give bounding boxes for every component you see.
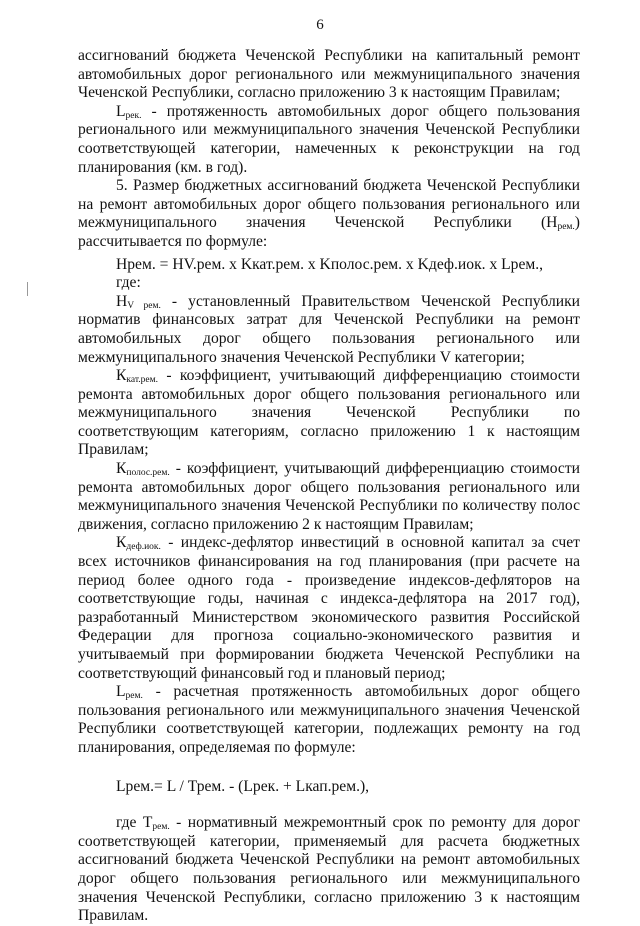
paragraph-text: 5. Размер бюджетных ассигнований бюджета Чеченской Республики на ремонт автомобильных дорог общего пользования регионального или межмуниципального значения Чеченской Республики (Н [78, 177, 580, 232]
symbol: Н [116, 292, 128, 310]
margin-mark [27, 282, 28, 296]
where-label: где Т [116, 814, 153, 832]
symbol: L [116, 683, 126, 701]
spacer [78, 758, 580, 774]
symbol-subscript: V рем. [127, 300, 161, 311]
definition-text: - протяженность автомобильных дорог общего пользования регионального или межмуниципального значения Чеченской Республики соответствующей категории, намеченных к реконструкции на год планирования (км. в год). [78, 102, 580, 176]
symbol-subscript: полос.рем. [126, 468, 170, 479]
symbol-subscript: рем. [557, 222, 575, 233]
symbol-subscript: кат.рем. [126, 375, 159, 386]
definition-text: - установленный Правительством Чеченской Республики норматив финансовых затрат для Чеченской Республики на ремонт автомобильных дорог общего пользования регионального или межмуниципального значения Чеченской Республики V категории; [78, 292, 580, 366]
paragraph-text: ) рассчитывается по формуле: [78, 214, 580, 250]
paragraph-k-polos [78, 460, 580, 534]
symbol-subscript: рем. [152, 822, 170, 833]
paragraph-5 [78, 177, 580, 251]
symbol: К [116, 367, 127, 385]
paragraph-l-rem [78, 683, 580, 757]
where-label: где: [116, 274, 141, 292]
definition-text: - коэффициент, учитывающий дифференциацию стоимости ремонта автомобильных дорог общего пользования регионального или межмуниципального значения Чеченской Республики по количеству полос движения, согласно приложению 2 к настоящим Правилам; [78, 460, 580, 533]
formula-l-rem: Lрем.= L / Трем. - (Lрек. + Lкап.рем.), [116, 777, 370, 795]
paragraph-t-rem [78, 814, 580, 926]
symbol: К [116, 534, 127, 552]
symbol-subscript: рем. [125, 691, 143, 702]
symbol: L [116, 102, 126, 120]
page-number: 6 [316, 17, 324, 33]
definition-text: - коэффициент, учитывающий дифференциацию стоимости ремонта автомобильных дорог общего пользования регионального или межмуниципального значения Чеченской Республики по соответствующим категориям, согласно приложению 1 к настоящим Правилам; [78, 367, 580, 459]
symbol: К [116, 460, 127, 478]
symbol-subscript: рек. [125, 110, 142, 121]
paragraph-k-def [78, 534, 580, 683]
definition-text: - расчетная протяженность автомобильных дорог общего пользования регионального или межмуниципального значения Чеченской Республики соответствующей категории, подлежащих ремонту на год планирования, определяемая по формуле: [78, 683, 580, 756]
paragraph-capital-repair: ассигнований бюджета Чеченской Республики на капитальный ремонт автомобильных дорог регионального или межмуниципального значения Чеченской Республики, согласно приложению 3 к настоящим Правилам; [78, 47, 580, 102]
document-body [78, 47, 580, 926]
definition-text: - индекс-дефлятор инвестиций в основной капитал за счет всех источников финансирования на год планирования (при расчете на период более одного года - произведение индексов-дефляторов на соответствующие годы, начиная с индекса-дефлятора на 2017 год), разработанный Министерством экономического развития Российской Федерации для прогноза социально-экономического развития и учитываемый при формировании бюджета Чеченской Республики на соответствующий финансовый год и плановый период; [78, 534, 580, 682]
spacer [78, 796, 580, 814]
paragraph-l-rek [78, 103, 580, 177]
definition-text: - нормативный межремонтный срок по ремонту для дорог соответствующей категории, применяемый для расчета бюджетных ассигнований бюджета Чеченской Республики на ремонт автомобильных дорог общего пользования регионального или межмуниципального значения Чеченской Республики, согласно приложению 3 к настоящим Правилам. [78, 814, 580, 925]
paragraph-hv-rem [78, 293, 580, 367]
paragraph-k-kat [78, 367, 580, 460]
symbol-subscript: деф.иок. [126, 542, 161, 553]
formula-n-rem: Нрем. = НV.рем. x Kкат.рем. x Kполос.рем. x Kдеф.иок. x Lрем., [116, 255, 544, 273]
